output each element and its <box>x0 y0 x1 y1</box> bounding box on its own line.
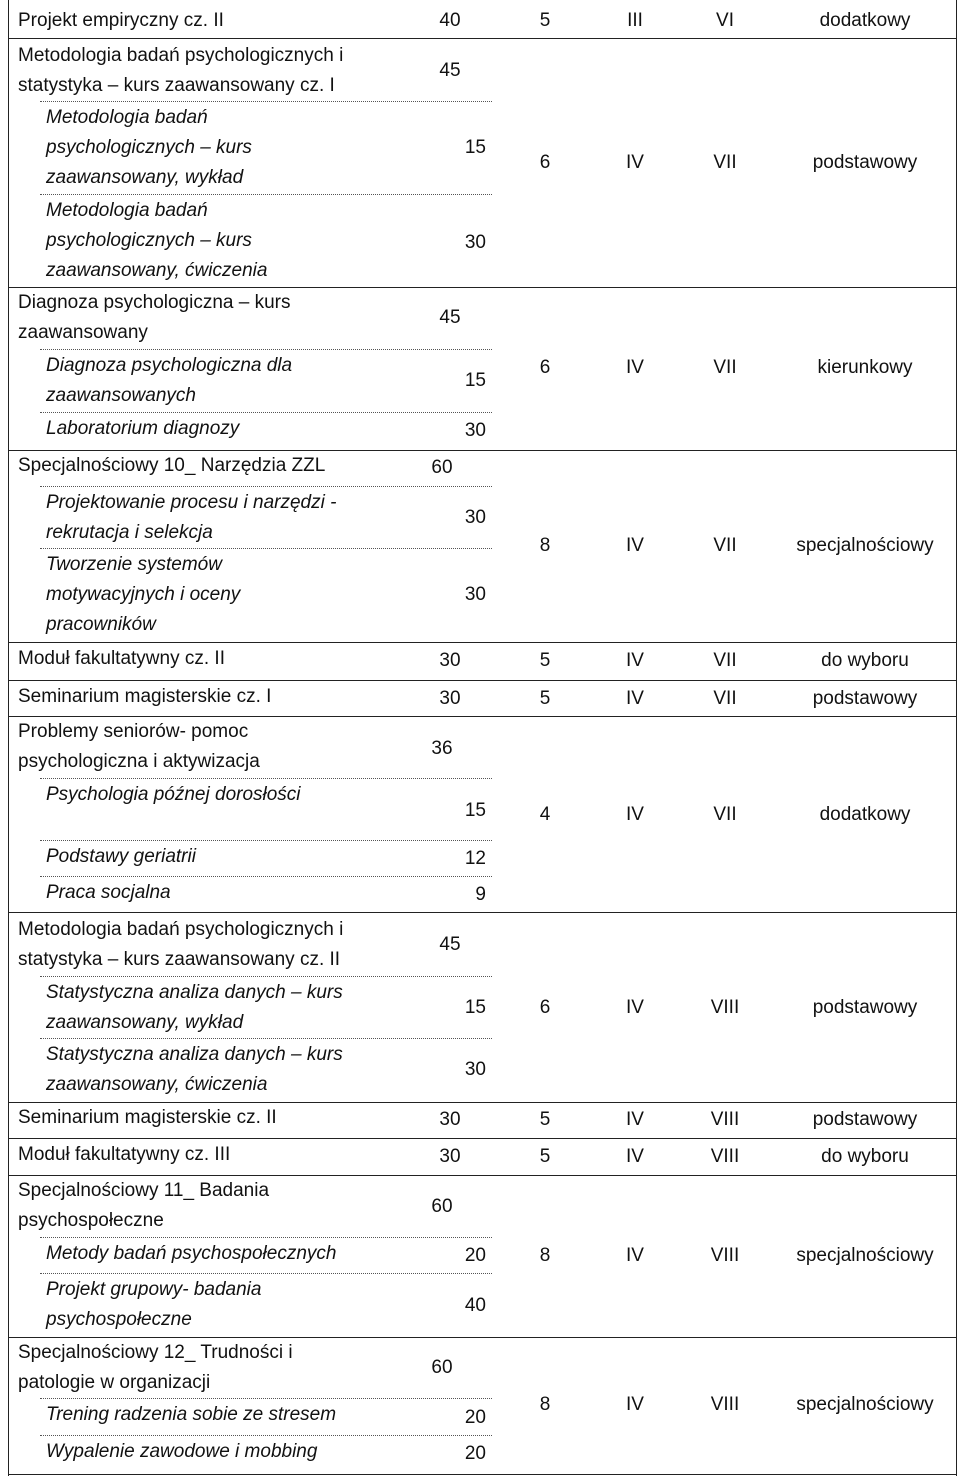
row-divider <box>8 912 956 913</box>
subcourse-name: zaawansowanych <box>46 385 196 406</box>
subcourse-name: rekrutacja i selekcja <box>46 522 213 543</box>
subcourse-name: zaawansowany, ćwiczenia <box>46 260 268 281</box>
row-divider <box>8 450 956 451</box>
hours: 30 <box>439 688 461 709</box>
row-divider <box>8 680 956 681</box>
module-type: podstawowy <box>812 997 918 1018</box>
course-name: Metodologia badań psychologicznych i <box>18 919 344 940</box>
ects: 6 <box>539 152 551 173</box>
subcourse-name: Statystyczna analiza danych – kurs <box>46 1044 343 1065</box>
semester: VIII <box>710 1245 740 1266</box>
semester: VIII <box>710 1109 740 1130</box>
course-name: Metodologia badań psychologicznych i <box>18 45 344 66</box>
subcourse-hours: 9 <box>475 884 486 905</box>
subcourse-hours: 15 <box>464 997 486 1018</box>
subrow-divider <box>40 349 492 350</box>
subcourse-hours: 15 <box>464 370 486 391</box>
row-divider <box>8 38 956 39</box>
year: IV <box>626 152 644 173</box>
module-type: podstawowy <box>812 152 918 173</box>
course-name: statystyka – kurs zaawansowany cz. II <box>18 949 341 970</box>
subcourse-name: Trening radzenia sobie ze stresem <box>46 1404 337 1425</box>
ects: 8 <box>539 1394 551 1415</box>
subrow-divider <box>40 778 492 779</box>
subcourse-hours: 40 <box>464 1295 486 1316</box>
year: IV <box>626 535 644 556</box>
ects: 6 <box>539 997 551 1018</box>
subcourse-name: pracowników <box>46 614 156 635</box>
subcourse-name: Praca socjalna <box>46 882 171 903</box>
ects: 8 <box>539 535 551 556</box>
row-divider <box>8 1474 956 1475</box>
subcourse-name: Wypalenie zawodowe i mobbing <box>46 1441 318 1462</box>
hours: 45 <box>439 307 461 328</box>
semester: VII <box>713 688 737 709</box>
subcourse-name: Statystyczna analiza danych – kurs <box>46 982 343 1003</box>
subcourse-hours: 30 <box>464 420 486 441</box>
hours: 30 <box>439 1109 461 1130</box>
hours: 45 <box>439 934 461 955</box>
hours: 60 <box>431 1196 453 1217</box>
ects: 5 <box>539 688 551 709</box>
row-divider <box>8 1138 956 1139</box>
subcourse-hours: 30 <box>464 232 486 253</box>
hours: 60 <box>431 457 453 478</box>
course-name: patologie w organizacji <box>18 1372 211 1393</box>
module-type: kierunkowy <box>817 357 913 378</box>
subcourse-name: Tworzenie systemów <box>46 554 222 575</box>
subrow-divider <box>40 194 492 195</box>
subcourse-hours: 20 <box>464 1245 486 1266</box>
module-type: specjalnościowy <box>796 535 934 556</box>
semester: VII <box>713 535 737 556</box>
course-name: Specjalnościowy 10_ Narzędzia ZZL <box>18 455 326 476</box>
subrow-divider <box>40 548 492 549</box>
year: III <box>627 10 643 31</box>
subcourse-name: Metodologia badań <box>46 107 208 128</box>
semester: VIII <box>710 1146 740 1167</box>
subcourse-name: zaawansowany, wykład <box>46 1012 244 1033</box>
semester: VII <box>713 357 737 378</box>
module-type: podstawowy <box>812 688 918 709</box>
course-name: psychologiczna i aktywizacja <box>18 751 260 772</box>
subrow-divider <box>40 412 492 413</box>
subrow-divider <box>40 976 492 977</box>
course-name: statystyka – kurs zaawansowany cz. I <box>18 75 335 96</box>
semester: VIII <box>710 997 740 1018</box>
subcourse-hours: 20 <box>464 1443 486 1464</box>
year: IV <box>626 804 644 825</box>
subcourse-name: Diagnoza psychologiczna dla <box>46 355 293 376</box>
subrow-divider <box>40 1435 492 1436</box>
table-border-left <box>8 0 9 1476</box>
subcourse-hours: 30 <box>464 584 486 605</box>
year: IV <box>626 650 644 671</box>
course-name: Specjalnościowy 11_ Badania <box>18 1180 270 1201</box>
row-divider <box>8 642 956 643</box>
module-type: specjalnościowy <box>796 1394 934 1415</box>
subcourse-hours: 12 <box>464 848 486 869</box>
module-type: specjalnościowy <box>796 1245 934 1266</box>
subcourse-hours: 15 <box>464 800 486 821</box>
subcourse-name: Laboratorium diagnozy <box>46 418 240 439</box>
row-divider <box>8 287 956 288</box>
ects: 6 <box>539 357 551 378</box>
year: IV <box>626 357 644 378</box>
semester: VII <box>713 804 737 825</box>
semester: VI <box>716 10 734 31</box>
course-name: psychospołeczne <box>18 1210 164 1231</box>
subcourse-name: Projektowanie procesu i narzędzi - <box>46 492 337 513</box>
subcourse-name: Podstawy geriatrii <box>46 846 196 867</box>
subcourse-name: zaawansowany, wykład <box>46 167 244 188</box>
course-name: Moduł fakultatywny cz. III <box>18 1144 231 1165</box>
row-divider <box>8 716 956 717</box>
hours: 36 <box>431 738 453 759</box>
subrow-divider <box>40 1237 492 1238</box>
hours: 40 <box>439 10 461 31</box>
course-name: Seminarium magisterskie cz. I <box>18 686 272 707</box>
semester: VII <box>713 650 737 671</box>
subcourse-name: psychologicznych – kurs <box>46 137 252 158</box>
hours: 45 <box>439 60 461 81</box>
subcourse-hours: 15 <box>464 137 486 158</box>
subcourse-hours: 30 <box>464 507 486 528</box>
course-name: Moduł fakultatywny cz. II <box>18 648 225 669</box>
hours: 30 <box>439 650 461 671</box>
course-name: Problemy seniorów- pomoc <box>18 721 249 742</box>
ects: 5 <box>539 10 551 31</box>
course-name: Specjalnościowy 12_ Trudności i <box>18 1342 293 1363</box>
subrow-divider <box>40 840 492 841</box>
subcourse-name: psychologicznych – kurs <box>46 230 252 251</box>
year: IV <box>626 1245 644 1266</box>
module-type: dodatkowy <box>819 804 911 825</box>
subrow-divider <box>40 101 492 102</box>
subcourse-name: Metodologia badań <box>46 200 208 221</box>
course-name: Projekt empiryczny cz. II <box>18 10 224 31</box>
hours: 60 <box>431 1357 453 1378</box>
course-name: Diagnoza psychologiczna – kurs <box>18 292 291 313</box>
ects: 8 <box>539 1245 551 1266</box>
subcourse-name: psychospołeczne <box>46 1309 192 1330</box>
module-type: dodatkowy <box>819 10 911 31</box>
subcourse-name: Metody badań psychospołecznych <box>46 1243 337 1264</box>
row-divider <box>8 1102 956 1103</box>
module-type: podstawowy <box>812 1109 918 1130</box>
row-divider <box>8 1175 956 1176</box>
subcourse-name: Projekt grupowy- badania <box>46 1279 262 1300</box>
subcourse-hours: 20 <box>464 1407 486 1428</box>
subrow-divider <box>40 1273 492 1274</box>
semester: VIII <box>710 1394 740 1415</box>
subrow-divider <box>40 1038 492 1039</box>
subcourse-name: zaawansowany, ćwiczenia <box>46 1074 268 1095</box>
course-name: zaawansowany <box>18 322 148 343</box>
ects: 5 <box>539 650 551 671</box>
subrow-divider <box>40 486 492 487</box>
year: IV <box>626 1146 644 1167</box>
ects: 4 <box>539 804 551 825</box>
subcourse-name: Psychologia późnej dorosłości <box>46 784 301 805</box>
course-name: Seminarium magisterskie cz. II <box>18 1107 277 1128</box>
year: IV <box>626 1109 644 1130</box>
hours: 30 <box>439 1146 461 1167</box>
module-type: do wyboru <box>821 650 909 671</box>
row-divider <box>8 1337 956 1338</box>
year: IV <box>626 1394 644 1415</box>
table-border-right <box>956 0 957 1476</box>
semester: VII <box>713 152 737 173</box>
year: IV <box>626 688 644 709</box>
ects: 5 <box>539 1109 551 1130</box>
subrow-divider <box>40 1398 492 1399</box>
subrow-divider <box>40 876 492 877</box>
subcourse-name: motywacyjnych i oceny <box>46 584 241 605</box>
module-type: do wyboru <box>821 1146 909 1167</box>
ects: 5 <box>539 1146 551 1167</box>
year: IV <box>626 997 644 1018</box>
subcourse-hours: 30 <box>464 1059 486 1080</box>
